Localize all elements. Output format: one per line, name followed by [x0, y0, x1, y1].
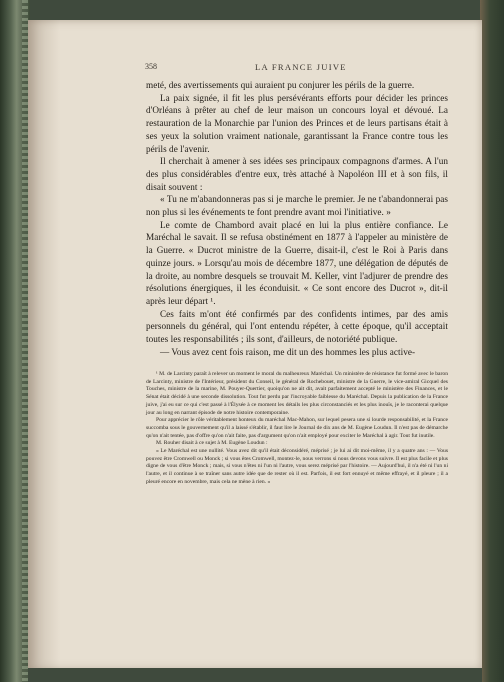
paragraph: — Vous avez cent fois raison, me dit un des hommes les plus active-: [160, 346, 416, 357]
paragraph: Il cherchait à amener à ses idées ses principaux compagnons d'armes. A l'un des plus considérables d'entre eux, très attaché à Napoléon III et à son fils, il disait souvent :: [146, 156, 448, 192]
right-cover-edge: [480, 0, 504, 682]
paragraph: meté, des avertissements qui auraient pu conjurer les périls de la guerre.: [146, 80, 415, 90]
footnote: « Le Maréchal est une nullité. Vous avez dit qu'il était déconsidéré, méprisé ; je lui ai dit moi-même, il y a quatre ans : — Vous pouvez être Cromwell ou Monck ; si vous êtes Cromwell, montez-le, nous verrons si nous devons vous suivre. Il est plus facile et plus digne de vous d'être Monck ; mais, si vous n'êtes ni l'un ni l'autre, vous serez méprisé par l'histoire. — Aujourd'hui, il n'a été ni l'un ni l'autre, et il continue à se traîner sans autre idée que de rester où il est. Parfois, il est fort ennuyé et même effrayé, et il pleure ; il a pleuré encore en novembre, mais cela ne mène à rien. »: [146, 448, 448, 485]
paragraph: La paix signée, il fit les plus persévérants efforts pour décider les princes d'Orléans à prêter au chef de leur maison un concours loyal et dévoué. La restauration de la Monarchie par l'union des Princes et de leurs partisans était à ses yeux la solution vraiment nationale, garantissant la France contre tous les périls de l'avenir.: [146, 92, 448, 154]
bottom-cover-edge: [28, 668, 482, 682]
footnote: ¹ M. de Larcinty paraît à relever un moment le moral du malheureux Maréchal. Un ministère de résistance fut formé avec le baron de Larcinty, ministre de l'Intérieur, président du Conseil, le général de Rochebouet, ministre de la Guerre, le vice-amiral Gicquel des Touches, ministre de la marine, M. Pouyer-Quertier, quoiqu'on ne ait dit, avait parfaitement accepté le ministère des Finances, et le Sénat était décidé à une seconde dissolution. Tout fut perdu par l'incroyable faiblesse du Maréchal. Depuis la publication de la France juive, j'ai eu sur ce qui c'est passé à l'Élysée à ce moment les détails les plus circonstanciés et les plus inouïs, je le raconterai quelque jour au long en narrant épisode de notre histoire contemporaine.: [146, 371, 448, 416]
gutter-shadow: [28, 20, 60, 670]
running-head-title: LA FRANCE JUIVE: [255, 62, 347, 72]
footnote: Pour apprécier le rôle véritablement honteux du maréchal Mac-Mahon, sur lequel pesera une si lourde responsabilité, et la France succomba sous le gouvernement qu'il a laissé s'établir, il faut lire le Journal de dix ans de M. Eugène Loudun. Il n'est pas de démarche qu'on n'ait tentée, pas d'offre qu'on n'ait faite, pas d'argument qu'on n'ait employé pour exciter le Maréchal à agir. Tout fut inutile.: [146, 417, 448, 439]
footnotes: [146, 371, 448, 487]
footnote: M. Rouher disait à ce sujet à M. Eugène Loudun :: [156, 440, 268, 447]
main-text: [146, 79, 448, 358]
page-number: 358: [145, 62, 157, 71]
paragraph: Ces faits m'ont été confirmés par des confidents intimes, par des amis personnels du général, qui l'ont entendu répéter, à cette époque, qu'il acceptait toutes les responsabilités ; ils sont, d'ailleurs, de notoriété publique.: [146, 308, 448, 345]
paragraph: « Tu ne m'abandonneras pas si je marche le premier. Je ne t'abandonnerai pas non plus si les événements te font prendre avant moi l'initiative. »: [146, 194, 448, 218]
paragraph: Le comte de Chambord avait placé en lui la plus entière confiance. Le Maréchal le savait. Il se refusa obstinément en 1877 à l'appeler au ministère de la Guerre. « Ducrot ministre de la Guerre, disait-il, c'est le Roi à Paris dans quinze jours. » Lorsqu'au mois de décembre 1877, une délégation de députés de la droite, au nombre desquels se trouvait M. Keller, vint l'adjurer de prendre des résolutions énergiques, il les éconduisit. « Ce sont encore des Ducrot », dit-il après leur départ ¹.: [146, 219, 448, 306]
